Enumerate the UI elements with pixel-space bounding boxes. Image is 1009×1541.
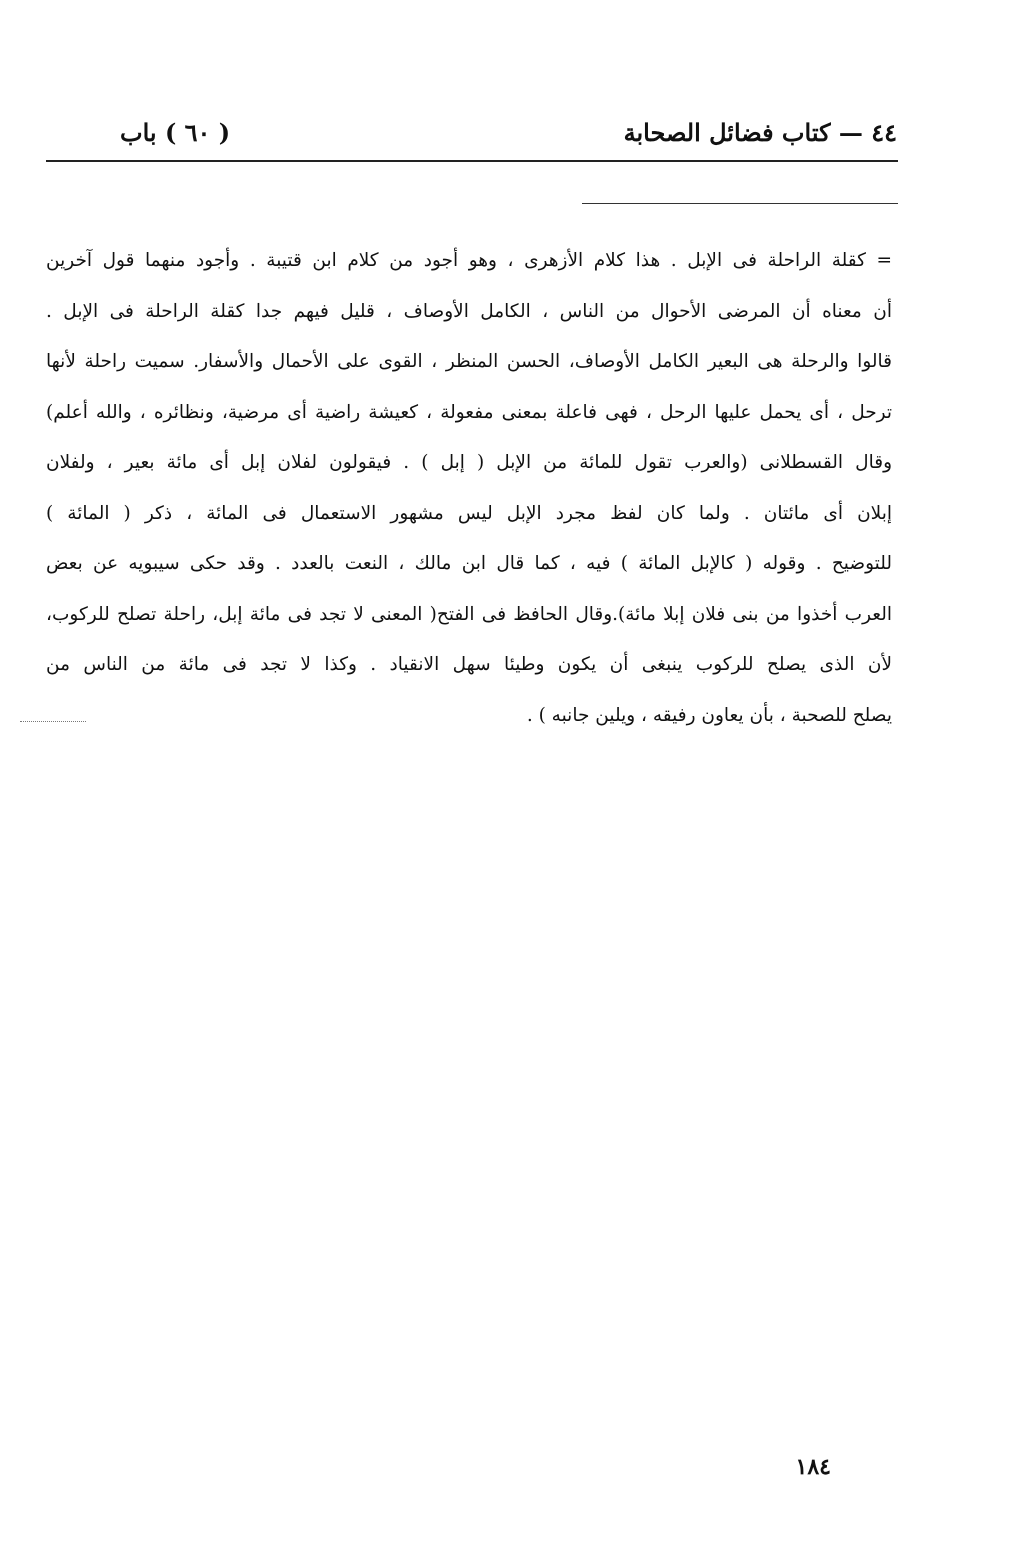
page-number: ١٨٤ [795,1454,831,1480]
text-line: أن معناه أن المرضى الأحوال من الناس ، الكامل الأوصاف ، قليل فيهم جدا كقلة الراحلة فى الإبل . [46,300,892,322]
chapter-label: ( ٦٠ ) باب [120,118,231,147]
text-line: إبلان أى مائتان . ولما كان لفظ مجرد الإبل ليس مشهور الاستعمال فى المائة ، ذكر ( المائة ) [46,502,892,524]
text-line: يصلح للصحبة ، بأن يعاون رفيقه ، ويلين جانبه ) . [526,704,892,726]
text-line: = كقلة الراحلة فى الإبل . هذا كلام الأزهرى ، وهو أجود من كلام ابن قتيبة . وأجود منهما قول آخرين [46,250,892,271]
margin-mark [20,721,86,723]
footnote-text [46,236,892,741]
text-line: وقال القسطلانى (والعرب تقول للمائة من الإبل ( إبل ) . فيقولون لفلان إبل أى مائة بعير ، ولفلان [46,452,892,473]
text-line: للتوضيح . وقوله ( كالإبل المائة ) فيه ، كما قال ابن مالك ، النعت بالعدد . وقد حكى سيبويه عن بعض [46,553,892,574]
footnote-divider [582,203,898,204]
text-line: قالوا والرحلة هى البعير الكامل الأوصاف، الحسن المنظر ، القوى على الأحمال والأسفار. سميت راحلة لأنها [46,351,892,372]
book-title: ٤٤ — كتاب فضائل الصحابة [623,118,897,147]
text-line: العرب أخذوا من بنى فلان إبلا مائة).وقال الحافظ فى الفتح( المعنى لا تجد فى مائة إبل، راحلة تصلح للركوب، [46,603,892,625]
text-line: لأن الذى يصلح للركوب ينبغى أن يكون وطيئا سهل الانقياد . وكذا لا تجد فى مائة من الناس من [46,654,892,675]
header-divider [46,160,898,162]
text-line: ترحل ، أى يحمل عليها الرحل ، فهى فاعلة بمعنى مفعولة ، كعيشة راضية أى مرضية، ونظائره ، والله أعلم) [46,401,892,423]
